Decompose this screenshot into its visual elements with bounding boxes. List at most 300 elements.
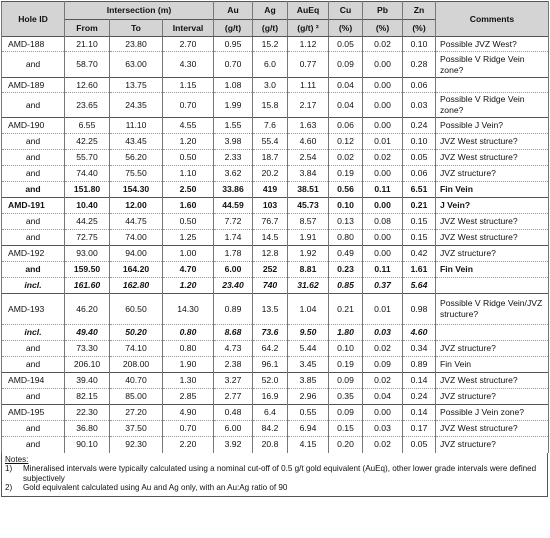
cell-pb: 0.01 (363, 294, 403, 325)
cell-interval: 1.20 (163, 278, 214, 294)
cell-aueq: 0.55 (288, 405, 329, 421)
cell-ag: 20.8 (253, 437, 288, 453)
cell-comment: J Vein? (436, 198, 549, 214)
notes-heading: Notes: (5, 454, 29, 464)
cell-cu: 0.06 (329, 118, 363, 134)
cell-interval: 4.30 (163, 52, 214, 78)
table-body (2, 37, 549, 453)
cell-from: 49.40 (65, 325, 110, 341)
cell-au: 0.70 (214, 52, 253, 78)
cell-hole-id: AMD-189 (2, 78, 65, 93)
cell-interval: 2.85 (163, 389, 214, 405)
cell-au: 3.27 (214, 373, 253, 389)
cell-ag: 52.0 (253, 373, 288, 389)
cell-zn: 0.03 (403, 93, 436, 118)
cell-cu: 0.49 (329, 246, 363, 262)
cell-ag: 16.9 (253, 389, 288, 405)
cell-from: 74.40 (65, 166, 110, 182)
cell-hole-id: and (2, 357, 65, 373)
cell-pb: 0.00 (363, 118, 403, 134)
cell-comment: JVZ structure? (436, 246, 549, 262)
cell-to: 164.20 (110, 262, 163, 278)
cell-cu: 0.20 (329, 437, 363, 453)
cell-zn: 0.34 (403, 341, 436, 357)
cell-zn: 0.05 (403, 150, 436, 166)
cell-cu: 0.09 (329, 405, 363, 421)
cell-zn: 0.15 (403, 214, 436, 230)
col-unit-ag: (g/t) (253, 20, 288, 37)
cell-interval: 0.70 (163, 421, 214, 437)
table-row (2, 198, 549, 214)
cell-cu: 0.19 (329, 166, 363, 182)
table-row (2, 52, 549, 78)
cell-to: 40.70 (110, 373, 163, 389)
cell-to: 92.30 (110, 437, 163, 453)
cell-hole-id: and (2, 421, 65, 437)
cell-aueq: 3.45 (288, 357, 329, 373)
cell-aueq: 2.54 (288, 150, 329, 166)
cell-ag: 96.1 (253, 357, 288, 373)
cell-from: 151.80 (65, 182, 110, 198)
cell-cu: 0.09 (329, 52, 363, 78)
cell-ag: 73.6 (253, 325, 288, 341)
cell-au: 33.86 (214, 182, 253, 198)
cell-from: 36.80 (65, 421, 110, 437)
cell-pb: 0.08 (363, 214, 403, 230)
cell-au: 7.72 (214, 214, 253, 230)
cell-aueq: 1.92 (288, 246, 329, 262)
cell-interval: 1.25 (163, 230, 214, 246)
cell-ag: 18.7 (253, 150, 288, 166)
cell-from: 206.10 (65, 357, 110, 373)
cell-ag: 15.8 (253, 93, 288, 118)
col-header-from: From (65, 20, 110, 37)
cell-comment: Fin Vein (436, 182, 549, 198)
col-unit-pb: (%) (363, 20, 403, 37)
cell-cu: 0.02 (329, 150, 363, 166)
cell-hole-id: and (2, 150, 65, 166)
cell-aueq: 9.50 (288, 325, 329, 341)
cell-to: 23.80 (110, 37, 163, 52)
cell-cu: 0.05 (329, 37, 363, 52)
col-header-interval: Interval (163, 20, 214, 37)
cell-pb: 0.00 (363, 78, 403, 93)
cell-to: 154.30 (110, 182, 163, 198)
cell-ag: 14.5 (253, 230, 288, 246)
cell-hole-id: AMD-190 (2, 118, 65, 134)
cell-from: 12.60 (65, 78, 110, 93)
table-row (2, 262, 549, 278)
table-row (2, 373, 549, 389)
cell-comment: JVZ West structure? (436, 373, 549, 389)
cell-from: 46.20 (65, 294, 110, 325)
cell-to: 74.00 (110, 230, 163, 246)
cell-aueq: 1.63 (288, 118, 329, 134)
table-row (2, 294, 549, 325)
cell-from: 72.75 (65, 230, 110, 246)
cell-from: 6.55 (65, 118, 110, 134)
cell-aueq: 31.62 (288, 278, 329, 294)
cell-aueq: 45.73 (288, 198, 329, 214)
cell-zn: 6.51 (403, 182, 436, 198)
cell-aueq: 5.44 (288, 341, 329, 357)
cell-ag: 3.0 (253, 78, 288, 93)
cell-cu: 0.13 (329, 214, 363, 230)
cell-interval: 4.70 (163, 262, 214, 278)
table-row (2, 230, 549, 246)
cell-from: 23.65 (65, 93, 110, 118)
table-row (2, 341, 549, 357)
cell-pb: 0.37 (363, 278, 403, 294)
cell-comment (436, 278, 549, 294)
cell-hole-id: and (2, 214, 65, 230)
cell-from: 93.00 (65, 246, 110, 262)
cell-zn: 0.98 (403, 294, 436, 325)
cell-pb: 0.00 (363, 198, 403, 214)
cell-au: 23.40 (214, 278, 253, 294)
cell-au: 2.38 (214, 357, 253, 373)
cell-zn: 0.10 (403, 134, 436, 150)
cell-interval: 2.20 (163, 437, 214, 453)
cell-zn: 0.15 (403, 230, 436, 246)
cell-pb: 0.00 (363, 166, 403, 182)
table-row (2, 325, 549, 341)
table-row (2, 421, 549, 437)
drill-results-sheet (1, 1, 548, 497)
cell-interval: 4.55 (163, 118, 214, 134)
cell-ag: 740 (253, 278, 288, 294)
cell-cu: 1.80 (329, 325, 363, 341)
col-header-to: To (110, 20, 163, 37)
cell-from: 21.10 (65, 37, 110, 52)
cell-from: 58.70 (65, 52, 110, 78)
cell-interval: 2.70 (163, 37, 214, 52)
drill-results-table (1, 1, 549, 453)
cell-comment: Possible J Vein zone? (436, 405, 549, 421)
cell-pb: 0.11 (363, 182, 403, 198)
table-row (2, 405, 549, 421)
cell-to: 75.50 (110, 166, 163, 182)
table-row (2, 78, 549, 93)
cell-ag: 84.2 (253, 421, 288, 437)
cell-from: 39.40 (65, 373, 110, 389)
cell-pb: 0.00 (363, 246, 403, 262)
cell-comment: Possible V Ridge Vein/JVZ structure? (436, 294, 549, 325)
col-header-cu: Cu (329, 2, 363, 20)
cell-aueq: 4.60 (288, 134, 329, 150)
cell-aueq: 2.17 (288, 93, 329, 118)
cell-ag: 6.4 (253, 405, 288, 421)
cell-hole-id: AMD-188 (2, 37, 65, 52)
cell-hole-id: and (2, 341, 65, 357)
cell-pb: 0.02 (363, 437, 403, 453)
cell-au: 1.78 (214, 246, 253, 262)
cell-comment (436, 78, 549, 93)
cell-from: 159.50 (65, 262, 110, 278)
cell-aueq: 4.15 (288, 437, 329, 453)
cell-from: 90.10 (65, 437, 110, 453)
cell-to: 37.50 (110, 421, 163, 437)
cell-cu: 0.21 (329, 294, 363, 325)
cell-ag: 15.2 (253, 37, 288, 52)
note-text: Gold equivalent calculated using Au and Ag only, with an Au:Ag ratio of 90 (23, 483, 288, 493)
cell-from: 22.30 (65, 405, 110, 421)
table-row (2, 118, 549, 134)
cell-cu: 0.35 (329, 389, 363, 405)
cell-interval: 14.30 (163, 294, 214, 325)
table-row (2, 246, 549, 262)
cell-comment: Possible J Vein? (436, 118, 549, 134)
cell-zn: 0.17 (403, 421, 436, 437)
cell-au: 0.89 (214, 294, 253, 325)
col-unit-cu: (%) (329, 20, 363, 37)
cell-to: 60.50 (110, 294, 163, 325)
cell-aueq: 1.04 (288, 294, 329, 325)
cell-cu: 0.12 (329, 134, 363, 150)
cell-hole-id: and (2, 52, 65, 78)
cell-comment: Possible V Ridge Vein zone? (436, 52, 549, 78)
cell-pb: 0.03 (363, 325, 403, 341)
cell-cu: 0.19 (329, 357, 363, 373)
cell-pb: 0.02 (363, 37, 403, 52)
cell-interval: 0.80 (163, 341, 214, 357)
cell-aueq: 3.84 (288, 166, 329, 182)
cell-aueq: 8.57 (288, 214, 329, 230)
cell-hole-id: AMD-195 (2, 405, 65, 421)
col-unit-au: (g/t) (214, 20, 253, 37)
cell-interval: 1.00 (163, 246, 214, 262)
cell-au: 1.99 (214, 93, 253, 118)
cell-au: 3.98 (214, 134, 253, 150)
cell-cu: 0.10 (329, 198, 363, 214)
cell-aueq: 0.77 (288, 52, 329, 78)
col-header-zn: Zn (403, 2, 436, 20)
cell-cu: 0.04 (329, 93, 363, 118)
table-row (2, 389, 549, 405)
cell-au: 44.59 (214, 198, 253, 214)
cell-pb: 0.02 (363, 341, 403, 357)
cell-to: 13.75 (110, 78, 163, 93)
cell-ag: 103 (253, 198, 288, 214)
col-header-au: Au (214, 2, 253, 20)
cell-to: 50.20 (110, 325, 163, 341)
notes-block (1, 453, 548, 497)
cell-hole-id: and (2, 262, 65, 278)
cell-hole-id: and (2, 134, 65, 150)
cell-to: 56.20 (110, 150, 163, 166)
cell-from: 42.25 (65, 134, 110, 150)
cell-zn: 5.64 (403, 278, 436, 294)
cell-from: 55.70 (65, 150, 110, 166)
cell-au: 1.08 (214, 78, 253, 93)
cell-ag: 7.6 (253, 118, 288, 134)
cell-to: 27.20 (110, 405, 163, 421)
cell-aueq: 38.51 (288, 182, 329, 198)
cell-comment: JVZ West structure? (436, 134, 549, 150)
cell-pb: 0.00 (363, 93, 403, 118)
cell-au: 3.92 (214, 437, 253, 453)
cell-interval: 0.70 (163, 93, 214, 118)
table-row (2, 278, 549, 294)
cell-zn: 0.14 (403, 405, 436, 421)
table-row (2, 437, 549, 453)
cell-interval: 1.20 (163, 134, 214, 150)
cell-to: 12.00 (110, 198, 163, 214)
cell-zn: 0.06 (403, 166, 436, 182)
cell-zn: 0.24 (403, 118, 436, 134)
note-item (5, 464, 544, 483)
table-header (2, 2, 549, 37)
cell-to: 43.45 (110, 134, 163, 150)
cell-cu: 0.80 (329, 230, 363, 246)
col-header-pb: Pb (363, 2, 403, 20)
cell-cu: 0.04 (329, 78, 363, 93)
cell-from: 10.40 (65, 198, 110, 214)
cell-zn: 0.24 (403, 389, 436, 405)
cell-interval: 0.50 (163, 150, 214, 166)
cell-zn: 0.42 (403, 246, 436, 262)
cell-au: 3.62 (214, 166, 253, 182)
table-row (2, 182, 549, 198)
cell-au: 1.55 (214, 118, 253, 134)
cell-au: 6.00 (214, 262, 253, 278)
cell-to: 85.00 (110, 389, 163, 405)
cell-pb: 0.02 (363, 150, 403, 166)
cell-ag: 12.8 (253, 246, 288, 262)
cell-pb: 0.00 (363, 230, 403, 246)
cell-zn: 0.06 (403, 78, 436, 93)
cell-from: 82.15 (65, 389, 110, 405)
table-row (2, 37, 549, 52)
cell-zn: 0.28 (403, 52, 436, 78)
cell-interval: 1.60 (163, 198, 214, 214)
cell-aueq: 1.91 (288, 230, 329, 246)
cell-pb: 0.09 (363, 357, 403, 373)
cell-pb: 0.04 (363, 389, 403, 405)
cell-zn: 0.14 (403, 373, 436, 389)
cell-comment: Fin Vein (436, 357, 549, 373)
cell-interval: 1.90 (163, 357, 214, 373)
cell-pb: 0.02 (363, 373, 403, 389)
col-header-aueq: AuEq (288, 2, 329, 20)
cell-zn: 0.21 (403, 198, 436, 214)
cell-aueq: 6.94 (288, 421, 329, 437)
cell-to: 24.35 (110, 93, 163, 118)
col-header-hole-id: Hole ID (2, 2, 65, 37)
cell-to: 94.00 (110, 246, 163, 262)
cell-hole-id: incl. (2, 325, 65, 341)
cell-au: 2.33 (214, 150, 253, 166)
cell-cu: 0.10 (329, 341, 363, 357)
cell-ag: 55.4 (253, 134, 288, 150)
cell-to: 208.00 (110, 357, 163, 373)
cell-comment (436, 325, 549, 341)
table-row (2, 150, 549, 166)
cell-comment: Fin Vein (436, 262, 549, 278)
cell-zn: 0.05 (403, 437, 436, 453)
cell-au: 6.00 (214, 421, 253, 437)
cell-comment: Possible JVZ West? (436, 37, 549, 52)
cell-cu: 0.23 (329, 262, 363, 278)
cell-ag: 20.2 (253, 166, 288, 182)
cell-pb: 0.01 (363, 134, 403, 150)
col-unit-aueq: (g/t) ² (288, 20, 329, 37)
cell-to: 11.10 (110, 118, 163, 134)
cell-comment: JVZ West structure? (436, 230, 549, 246)
table-row (2, 357, 549, 373)
cell-from: 44.25 (65, 214, 110, 230)
cell-pb: 0.03 (363, 421, 403, 437)
cell-aueq: 1.11 (288, 78, 329, 93)
cell-comment: Possible V Ridge Vein zone? (436, 93, 549, 118)
cell-interval: 0.80 (163, 325, 214, 341)
cell-pb: 0.11 (363, 262, 403, 278)
cell-ag: 64.2 (253, 341, 288, 357)
cell-zn: 4.60 (403, 325, 436, 341)
col-header-comments: Comments (436, 2, 549, 37)
cell-pb: 0.00 (363, 52, 403, 78)
cell-interval: 2.50 (163, 182, 214, 198)
cell-hole-id: and (2, 166, 65, 182)
cell-hole-id: and (2, 182, 65, 198)
cell-hole-id: AMD-192 (2, 246, 65, 262)
cell-zn: 0.89 (403, 357, 436, 373)
cell-zn: 0.10 (403, 37, 436, 52)
cell-comment: JVZ structure? (436, 437, 549, 453)
cell-hole-id: and (2, 389, 65, 405)
note-number: 1) (5, 464, 13, 474)
cell-comment: JVZ structure? (436, 389, 549, 405)
cell-hole-id: and (2, 230, 65, 246)
cell-to: 162.80 (110, 278, 163, 294)
cell-from: 161.60 (65, 278, 110, 294)
cell-au: 4.73 (214, 341, 253, 357)
cell-hole-id: incl. (2, 278, 65, 294)
cell-au: 0.95 (214, 37, 253, 52)
cell-comment: JVZ structure? (436, 166, 549, 182)
cell-ag: 419 (253, 182, 288, 198)
cell-to: 74.10 (110, 341, 163, 357)
cell-au: 0.48 (214, 405, 253, 421)
cell-comment: JVZ West structure? (436, 214, 549, 230)
col-header-intersection: Intersection (m) (65, 2, 214, 20)
table-row (2, 134, 549, 150)
cell-interval: 4.90 (163, 405, 214, 421)
cell-au: 2.77 (214, 389, 253, 405)
cell-aueq: 2.96 (288, 389, 329, 405)
cell-hole-id: and (2, 437, 65, 453)
cell-interval: 1.10 (163, 166, 214, 182)
cell-cu: 0.15 (329, 421, 363, 437)
cell-to: 63.00 (110, 52, 163, 78)
cell-interval: 1.30 (163, 373, 214, 389)
cell-from: 73.30 (65, 341, 110, 357)
col-header-ag: Ag (253, 2, 288, 20)
cell-hole-id: AMD-191 (2, 198, 65, 214)
cell-au: 8.68 (214, 325, 253, 341)
cell-to: 44.75 (110, 214, 163, 230)
cell-ag: 13.5 (253, 294, 288, 325)
cell-aueq: 3.85 (288, 373, 329, 389)
cell-au: 1.74 (214, 230, 253, 246)
cell-interval: 0.50 (163, 214, 214, 230)
cell-comment: JVZ West structure? (436, 421, 549, 437)
cell-hole-id: and (2, 93, 65, 118)
cell-pb: 0.00 (363, 405, 403, 421)
cell-hole-id: AMD-194 (2, 373, 65, 389)
col-unit-zn: (%) (403, 20, 436, 37)
cell-zn: 1.61 (403, 262, 436, 278)
